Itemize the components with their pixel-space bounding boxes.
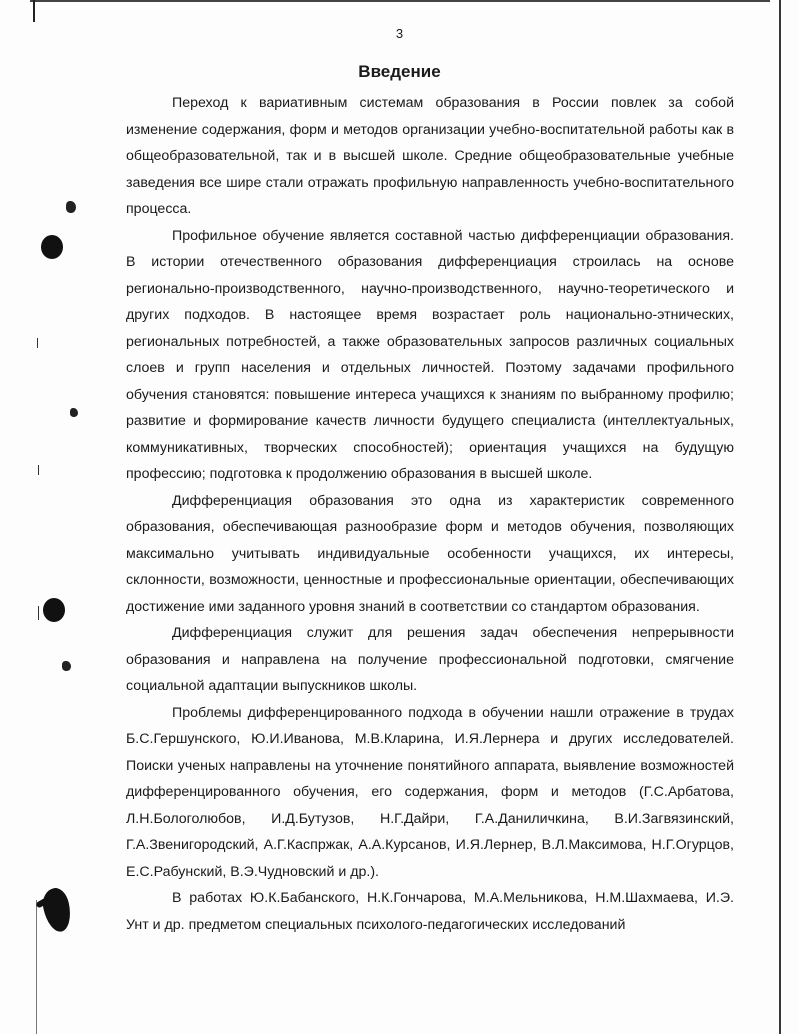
paragraph: Профильное обучение является составной частью дифференциации образования. В истории отечественного образования дифференциация строилась на основе регионально-производственного, научно-производственного, научно-теоретического и других подходов. В настоящее время возрастает роль национально-этнических, региональных потребностей, а также образовательных запросов различных социальных слоев и групп населения и отдельных личностей. Поэтому задачами профильного обучения становятся: повышение интереса учащихся к знаниям по выбранному профилю; развитие и формирование качеств личности будущего специалиста (интеллектуальных, коммуникативных, творческих способностей); ориентация учащихся на будущую профессию; подготовка к продолжению образования в высшей школе. <box>126 227 734 482</box>
paragraph: Переход к вариативным системам образования в России повлек за собой изменение содержания, форм и методов организации учебно-воспитательной работы как в общеобразовательной, так и в высшей школе. Средние общеобразовательные учебные заведения все шире стали отражать профильную направленность учебно-воспитательного процесса. <box>126 95 734 217</box>
ink-blot <box>40 886 75 934</box>
scan-edge-top <box>30 0 770 2</box>
paragraph: Дифференциация образования это одна из характеристик современного образования, обеспечивающая разнообразие форм и методов обучения, позволяющих максимально учитывать индивидуальные особенности учащихся, их интересы, склонности, возможности, ценностные и профессиональные ориентации, обеспечивающих достижение ими заданного уровня знаний в соответствии со стандартом образования. <box>126 492 734 615</box>
margin-mark <box>37 338 38 348</box>
page-title: Введение <box>358 62 441 81</box>
page-number: 3 <box>395 26 404 41</box>
scan-speck <box>66 201 76 213</box>
scan-edge-right <box>779 0 781 1034</box>
punch-hole-middle <box>43 598 65 622</box>
punch-hole-top <box>41 235 63 259</box>
margin-mark <box>38 465 39 475</box>
scan-speck <box>70 408 78 417</box>
scan-edge-left-bottom <box>36 900 37 1034</box>
scan-speck <box>62 661 71 671</box>
paragraph: Проблемы дифференцированного подхода в обучении нашли отражение в трудах Б.С.Гершунского, Ю.И.Иванова, М.В.Кларина, И.Я.Лернера и других исследователей. Поиски ученых направлены на уточнение понятийного аппарата, выявление возможностей дифференцированного обучения, его содержания, форм и методов (Г.С.Арбатова, Л.Н.Бологолюбов, И.Д.Бутузов, Н.Г.Дайри, Г.А.Даниличкина, В.И.Загвязинский, Г.А.Звенигородский, А.Г.Каспржак, А.А.Курсанов, И.Я.Лернер, В.Л.Максимова, Н.Г.Огурцов, Е.С.Рабунский, В.Э.Чудновский и др.). <box>126 704 734 880</box>
paragraph: В работах Ю.К.Бабанского, Н.К.Гончарова, М.А.Мельникова, Н.М.Шахмаева, И.Э. Унт и др. предметом специальных психолого-педагогических исследований <box>126 890 734 933</box>
body-text <box>126 90 734 938</box>
paragraph: Дифференциация служит для решения задач обеспечения непрерывности образования и направлена на получение профессиональной подготовки, смягчение социальной адаптации выпускников школы. <box>126 625 734 694</box>
margin-mark <box>38 606 39 620</box>
scan-edge-left-top <box>33 0 35 22</box>
